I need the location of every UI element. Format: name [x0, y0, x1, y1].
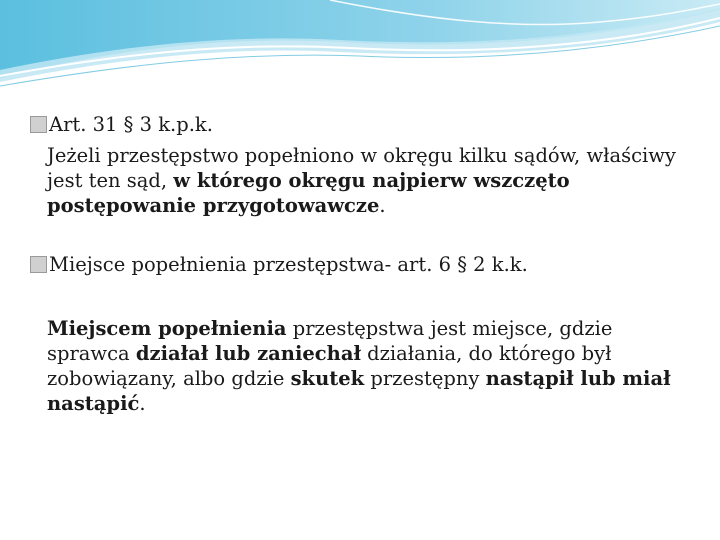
- article-paragraph: [47, 143, 690, 218]
- text-run: .: [139, 392, 146, 415]
- text-run-bold: skutek: [290, 367, 365, 390]
- bullet-item-1: [30, 112, 690, 137]
- slide-content: [30, 112, 690, 416]
- header-wave-decoration: [0, 0, 720, 90]
- text-run-bold: Miejscem popełnienia: [47, 317, 287, 340]
- bullet-icon: [30, 256, 47, 273]
- bullet-heading: Miejsce popełnienia przestępstwa- art. 6 § 2 k.k.: [49, 253, 528, 276]
- text-run-bold: nastąpił lub miał nastąpić: [47, 367, 671, 415]
- text-run: .: [379, 194, 386, 217]
- text-run: działania, do którego był zobowiązany, albo gdzie: [47, 342, 612, 390]
- text-run: przestępstwa jest miejsce, gdzie sprawca: [47, 317, 613, 365]
- bullet-icon: [30, 116, 47, 133]
- article-paragraph: [47, 316, 690, 416]
- text-run: Jeżeli przestępstwo popełniono w okręgu kilku sądów, właściwy jest ten sąd,: [47, 144, 676, 192]
- text-run-bold: w którego okręgu najpierw wszczęto postępowanie przygotowawcze: [47, 169, 570, 217]
- bullet-item-2: [30, 252, 690, 277]
- text-run: przestępny: [364, 367, 486, 390]
- bullet-heading: Art. 31 § 3 k.p.k.: [49, 113, 213, 136]
- text-run-bold: działał lub zaniechał: [135, 342, 361, 365]
